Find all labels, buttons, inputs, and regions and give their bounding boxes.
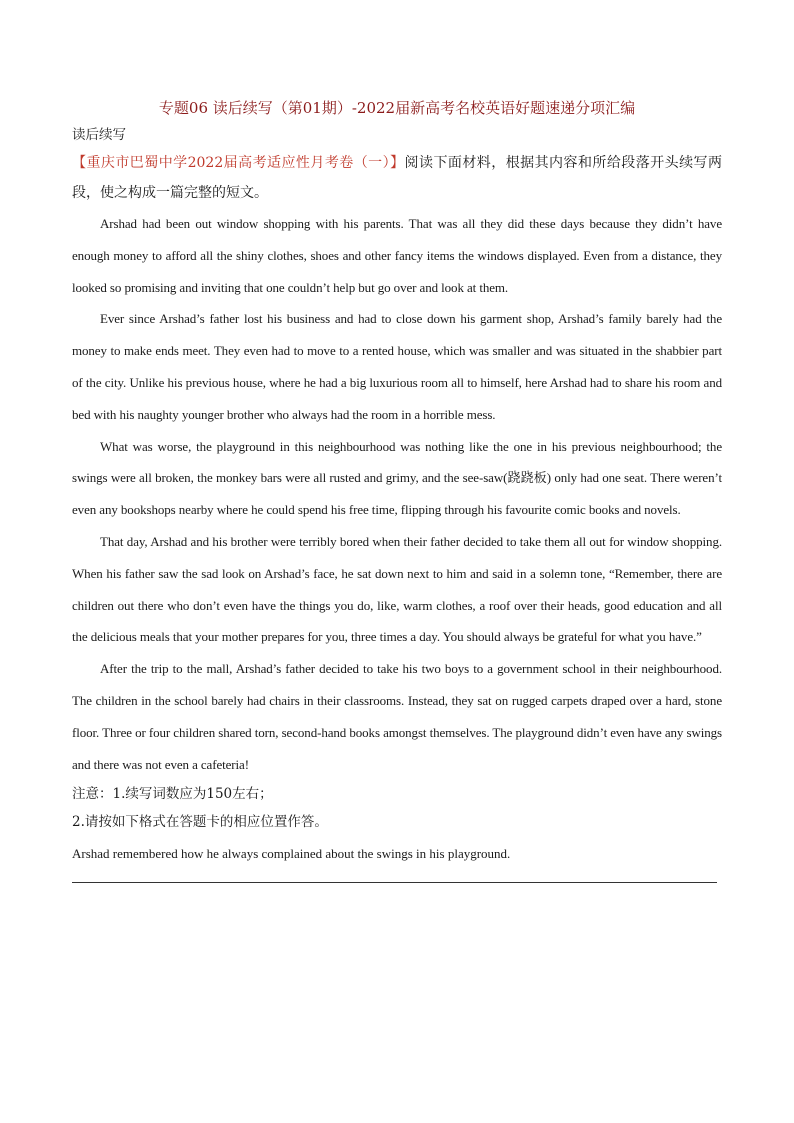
document-page: [72, 96, 722, 883]
continuation-prompt: Arshad remembered how he always complained about the swings in his playground.: [72, 846, 511, 862]
instruction-text: 阅读下面材料，根据其内容和所给段落开头续写两段，使之构成一篇完整的短文。: [72, 155, 723, 201]
note-line: 2.请按如下格式在答题卡的相应位置作答。: [72, 814, 328, 831]
note-line: 注意：1.续写词数应为150左右；: [72, 786, 273, 803]
document-title: 专题06 读后续写（第01期）-2022届新高考名校英语好题速递分项汇编: [158, 99, 636, 117]
source-reference: 【重庆市巴蜀中学2022届高考适应性月考卷（一）】: [72, 155, 405, 171]
passage-paragraph: After the trip to the mall, Arshad’s father decided to take his two boys to a government school in their neighbourhood. The children in the school barely had chairs in their classrooms. Instead, they sat on rugged carpets draped over a hard, stone floor. Three or four children shared torn, second-hand books amongst themselves. The playground didn’t even have any swings and there was not even a cafeteria!: [72, 661, 722, 772]
passage-paragraph: Arshad had been out window shopping with his parents. That was all they did these days because they didn’t have enough money to afford all the shiny clothes, shoes and other fancy items the windows displayed. Even from a distance, they looked so promising and inviting that one couldn’t help but go over and look at them.: [72, 216, 722, 295]
passage-paragraph: That day, Arshad and his brother were terribly bored when their father decided to take them all out for window shopping. When his father saw the sad look on Arshad’s face, he sat down next to him and said in a solemn tone, “Remember, there are children out there who don’t even have the things you do, like, warm clothes, a roof over their heads, good education and all the delicious meals that your mother prepares for you, three times a day. You should always be grateful for what you have.”: [72, 533, 722, 645]
passage-paragraph: What was worse, the playground in this neighbourhood was nothing like the one in his previous neighbourhood; the swings were all broken, the monkey bars were all rusted and grimy, and the see-saw(跷跷板) only had one seat. There weren’t even any bookshops nearby where he could spend his free time, flipping through his favourite comic books and novels.: [72, 438, 722, 518]
task-instruction-line: [72, 148, 722, 208]
passage-paragraph: Ever since Arshad’s father lost his business and had to close down his garment shop, Arshad’s family barely had the money to make ends meet. They even had to move to a rented house, which was smaller and was situated in the shabbier part of the city. Unlike his previous house, where he had a big luxurious room all to himself, here Arshad had to share his room and bed with his naughty younger brother who always had the room in a horrible mess.: [72, 311, 722, 422]
answer-line: [72, 882, 717, 883]
section-label: 读后续写: [72, 127, 126, 143]
